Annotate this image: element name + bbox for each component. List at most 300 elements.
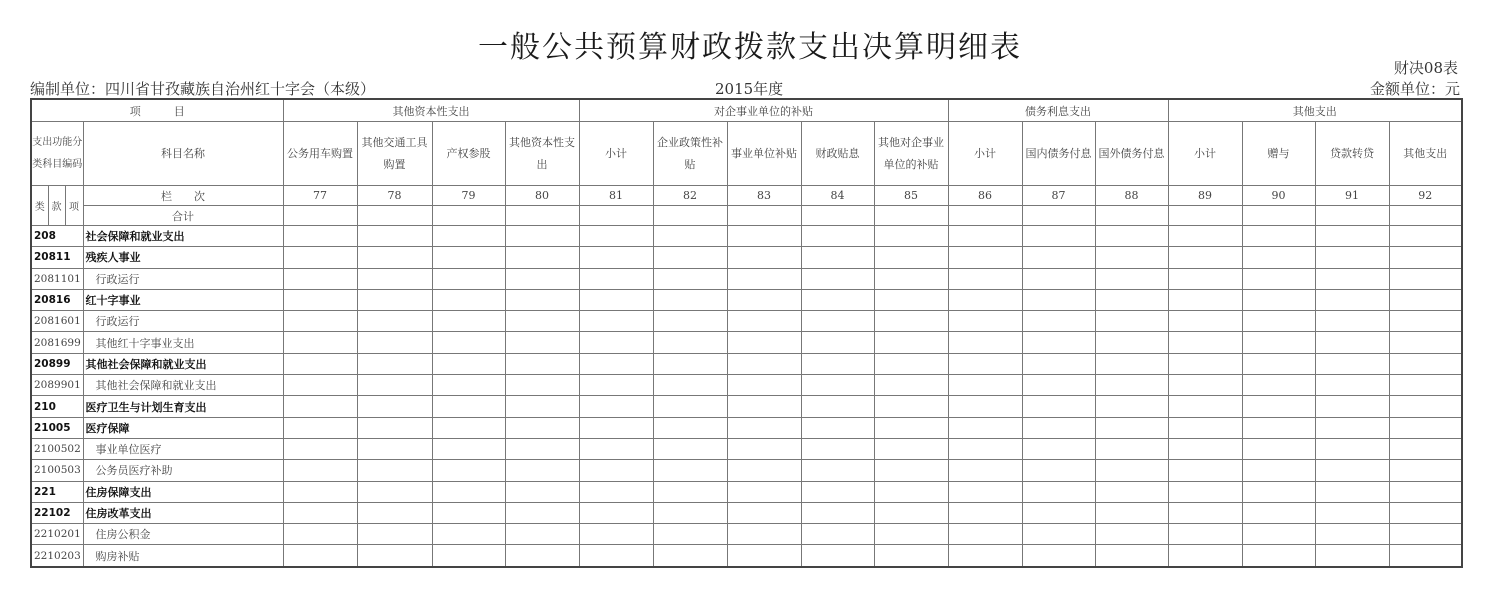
table-row — [31, 353, 1462, 374]
total-cell — [1389, 206, 1462, 226]
value-cell — [1242, 353, 1315, 374]
subject-name: 公务员医疗补助 — [83, 460, 283, 481]
header-project: 项 目 — [31, 99, 283, 122]
total-row — [31, 206, 1462, 226]
value-cell — [1389, 289, 1462, 310]
value-cell — [283, 460, 357, 481]
col-number: 82 — [653, 186, 727, 206]
value-cell — [1168, 417, 1242, 438]
value-cell — [948, 268, 1022, 289]
col-number: 88 — [1095, 186, 1168, 206]
col-number: 92 — [1389, 186, 1462, 206]
subject-code: 2100503 — [31, 460, 83, 481]
value-cell — [1095, 268, 1168, 289]
value-cell — [727, 353, 801, 374]
header-row-columns — [31, 122, 1462, 186]
value-cell — [801, 332, 874, 353]
subject-name: 其他社会保障和就业支出 — [83, 375, 283, 396]
value-cell — [432, 289, 505, 310]
value-cell — [357, 417, 432, 438]
table-row — [31, 396, 1462, 417]
value-cell — [1022, 375, 1095, 396]
value-cell — [653, 524, 727, 545]
header-col-84: 财政贴息 — [801, 122, 874, 186]
expenditure-table — [30, 98, 1463, 568]
value-cell — [1022, 524, 1095, 545]
subject-name: 事业单位医疗 — [83, 438, 283, 459]
value-cell — [1242, 226, 1315, 247]
value-cell — [1095, 524, 1168, 545]
header-col-82: 企业政策性补贴 — [653, 122, 727, 186]
value-cell — [357, 289, 432, 310]
value-cell — [357, 396, 432, 417]
value-cell — [1095, 353, 1168, 374]
value-cell — [874, 481, 948, 502]
value-cell — [357, 247, 432, 268]
value-cell — [1242, 375, 1315, 396]
preparing-unit: 编制单位：四川省甘孜藏族自治州红十字会（本级） — [30, 80, 376, 98]
value-cell — [505, 289, 579, 310]
value-cell — [801, 481, 874, 502]
value-cell — [948, 481, 1022, 502]
value-cell — [948, 311, 1022, 332]
value-cell — [1242, 524, 1315, 545]
value-cell — [1168, 226, 1242, 247]
table-row — [31, 545, 1462, 567]
value-cell — [874, 396, 948, 417]
total-cell — [357, 206, 432, 226]
col-number: 91 — [1315, 186, 1389, 206]
value-cell — [727, 289, 801, 310]
col-number: 78 — [357, 186, 432, 206]
value-cell — [579, 396, 653, 417]
subject-name: 残疾人事业 — [83, 247, 283, 268]
value-cell — [874, 289, 948, 310]
value-cell — [1022, 481, 1095, 502]
value-cell — [283, 502, 357, 523]
value-cell — [948, 417, 1022, 438]
value-cell — [1095, 438, 1168, 459]
total-cell — [801, 206, 874, 226]
value-cell — [727, 396, 801, 417]
value-cell — [1389, 481, 1462, 502]
col-number: 79 — [432, 186, 505, 206]
value-cell — [948, 460, 1022, 481]
value-cell — [357, 226, 432, 247]
col-number: 85 — [874, 186, 948, 206]
value-cell — [505, 417, 579, 438]
value-cell — [432, 311, 505, 332]
header-col-85: 其他对企事业单位的补贴 — [874, 122, 948, 186]
value-cell — [283, 247, 357, 268]
subject-name: 红十字事业 — [83, 289, 283, 310]
value-cell — [1315, 438, 1389, 459]
value-cell — [801, 289, 874, 310]
value-cell — [283, 481, 357, 502]
value-cell — [357, 481, 432, 502]
value-cell — [1315, 375, 1389, 396]
value-cell — [1389, 375, 1462, 396]
value-cell — [1389, 417, 1462, 438]
value-cell — [357, 332, 432, 353]
value-cell — [505, 524, 579, 545]
value-cell — [801, 396, 874, 417]
total-cell — [283, 206, 357, 226]
value-cell — [1095, 481, 1168, 502]
total-cell — [653, 206, 727, 226]
value-cell — [1242, 502, 1315, 523]
value-cell — [1022, 332, 1095, 353]
subject-code: 2210203 — [31, 545, 83, 567]
value-cell — [727, 311, 801, 332]
value-cell — [1315, 481, 1389, 502]
col-number: 89 — [1168, 186, 1242, 206]
value-cell — [727, 268, 801, 289]
value-cell — [1315, 396, 1389, 417]
col-number: 90 — [1242, 186, 1315, 206]
value-cell — [727, 226, 801, 247]
value-cell — [1168, 289, 1242, 310]
value-cell — [1095, 332, 1168, 353]
value-cell — [579, 226, 653, 247]
value-cell — [1389, 502, 1462, 523]
value-cell — [357, 524, 432, 545]
subject-code: 20899 — [31, 353, 83, 374]
table-row — [31, 332, 1462, 353]
value-cell — [1168, 332, 1242, 353]
value-cell — [579, 481, 653, 502]
value-cell — [1389, 545, 1462, 567]
value-cell — [1022, 438, 1095, 459]
value-cell — [1389, 268, 1462, 289]
value-cell — [1168, 311, 1242, 332]
value-cell — [1022, 289, 1095, 310]
value-cell — [653, 332, 727, 353]
value-cell — [1168, 502, 1242, 523]
value-cell — [432, 502, 505, 523]
value-cell — [727, 438, 801, 459]
value-cell — [357, 311, 432, 332]
value-cell — [1315, 268, 1389, 289]
value-cell — [874, 268, 948, 289]
value-cell — [1389, 226, 1462, 247]
table-row — [31, 268, 1462, 289]
header-kuan: 款 — [48, 186, 65, 226]
value-cell — [505, 353, 579, 374]
value-cell — [1168, 524, 1242, 545]
value-cell — [283, 268, 357, 289]
value-cell — [1022, 417, 1095, 438]
value-cell — [1095, 289, 1168, 310]
value-cell — [874, 545, 948, 567]
total-cell — [1242, 206, 1315, 226]
form-number: 财决08表 — [1393, 59, 1458, 77]
total-cell — [1315, 206, 1389, 226]
value-cell — [1315, 247, 1389, 268]
subject-code: 210 — [31, 396, 83, 417]
value-cell — [948, 502, 1022, 523]
value-cell — [505, 460, 579, 481]
value-cell — [432, 481, 505, 502]
value-cell — [579, 545, 653, 567]
subject-code: 2100502 — [31, 438, 83, 459]
value-cell — [653, 353, 727, 374]
subject-name: 住房公积金 — [83, 524, 283, 545]
value-cell — [1315, 417, 1389, 438]
table-row — [31, 417, 1462, 438]
value-cell — [1168, 268, 1242, 289]
value-cell — [283, 289, 357, 310]
value-cell — [283, 226, 357, 247]
value-cell — [579, 289, 653, 310]
value-cell — [579, 417, 653, 438]
value-cell — [874, 460, 948, 481]
col-number: 86 — [948, 186, 1022, 206]
value-cell — [283, 524, 357, 545]
subject-name: 医疗保障 — [83, 417, 283, 438]
value-cell — [357, 438, 432, 459]
page-title: 一般公共预算财政拨款支出决算明细表 — [478, 30, 1022, 65]
subject-code: 2081601 — [31, 311, 83, 332]
value-cell — [874, 247, 948, 268]
value-cell — [1022, 353, 1095, 374]
header-lanci: 栏 次 — [83, 186, 283, 206]
value-cell — [801, 353, 874, 374]
value-cell — [727, 502, 801, 523]
subject-name: 行政运行 — [83, 311, 283, 332]
value-cell — [505, 311, 579, 332]
header-lei: 类 — [31, 186, 48, 226]
value-cell — [1242, 332, 1315, 353]
value-cell — [1389, 438, 1462, 459]
value-cell — [727, 545, 801, 567]
column-number-row — [31, 186, 1462, 206]
value-cell — [801, 417, 874, 438]
value-cell — [801, 311, 874, 332]
value-cell — [727, 247, 801, 268]
value-cell — [283, 545, 357, 567]
header-group-capital: 其他资本性支出 — [283, 99, 579, 122]
subject-code: 2081699 — [31, 332, 83, 353]
subject-code: 208 — [31, 226, 83, 247]
value-cell — [283, 438, 357, 459]
value-cell — [579, 375, 653, 396]
meta-row — [30, 78, 1460, 98]
header-col-91: 贷款转贷 — [1315, 122, 1389, 186]
value-cell — [653, 247, 727, 268]
value-cell — [579, 502, 653, 523]
value-cell — [653, 502, 727, 523]
value-cell — [1389, 460, 1462, 481]
table-row — [31, 502, 1462, 523]
subject-code: 2089901 — [31, 375, 83, 396]
value-cell — [579, 438, 653, 459]
header-col-79: 产权参股 — [432, 122, 505, 186]
header-col-92: 其他支出 — [1389, 122, 1462, 186]
value-cell — [1022, 545, 1095, 567]
value-cell — [432, 375, 505, 396]
value-cell — [727, 375, 801, 396]
value-cell — [579, 460, 653, 481]
value-cell — [1168, 438, 1242, 459]
value-cell — [1242, 417, 1315, 438]
value-cell — [1315, 289, 1389, 310]
total-cell — [432, 206, 505, 226]
value-cell — [1242, 545, 1315, 567]
total-cell — [579, 206, 653, 226]
header-name-label: 科目名称 — [83, 122, 283, 186]
value-cell — [1168, 460, 1242, 481]
value-cell — [653, 289, 727, 310]
value-cell — [432, 545, 505, 567]
value-cell — [432, 247, 505, 268]
value-cell — [874, 438, 948, 459]
value-cell — [874, 524, 948, 545]
value-cell — [283, 332, 357, 353]
value-cell — [1022, 460, 1095, 481]
header-col-86: 小计 — [948, 122, 1022, 186]
value-cell — [801, 438, 874, 459]
value-cell — [1242, 438, 1315, 459]
header-code-label: 支出功能分类科目编码 — [31, 122, 83, 186]
value-cell — [1242, 460, 1315, 481]
value-cell — [1095, 311, 1168, 332]
subject-name: 购房补贴 — [83, 545, 283, 567]
value-cell — [801, 268, 874, 289]
value-cell — [948, 226, 1022, 247]
value-cell — [505, 247, 579, 268]
value-cell — [1315, 353, 1389, 374]
subject-name: 住房保障支出 — [83, 481, 283, 502]
value-cell — [801, 375, 874, 396]
value-cell — [874, 332, 948, 353]
value-cell — [874, 417, 948, 438]
money-unit: 金额单位：元 — [1369, 80, 1460, 98]
header-row-groups — [31, 99, 1462, 122]
value-cell — [948, 438, 1022, 459]
value-cell — [1095, 396, 1168, 417]
value-cell — [1168, 545, 1242, 567]
value-cell — [653, 375, 727, 396]
value-cell — [1095, 417, 1168, 438]
value-cell — [1022, 247, 1095, 268]
value-cell — [727, 524, 801, 545]
value-cell — [653, 460, 727, 481]
table-row — [31, 311, 1462, 332]
subject-code: 21005 — [31, 417, 83, 438]
value-cell — [432, 524, 505, 545]
table-row — [31, 375, 1462, 396]
value-cell — [1095, 247, 1168, 268]
value-cell — [283, 396, 357, 417]
value-cell — [653, 417, 727, 438]
value-cell — [1389, 247, 1462, 268]
total-cell — [948, 206, 1022, 226]
col-number: 83 — [727, 186, 801, 206]
subject-name: 住房改革支出 — [83, 502, 283, 523]
value-cell — [1168, 375, 1242, 396]
total-cell — [727, 206, 801, 226]
subject-code: 2210201 — [31, 524, 83, 545]
value-cell — [801, 502, 874, 523]
value-cell — [579, 247, 653, 268]
value-cell — [505, 545, 579, 567]
value-cell — [357, 353, 432, 374]
value-cell — [1168, 247, 1242, 268]
value-cell — [283, 353, 357, 374]
value-cell — [432, 332, 505, 353]
value-cell — [948, 247, 1022, 268]
value-cell — [1242, 268, 1315, 289]
value-cell — [432, 460, 505, 481]
value-cell — [357, 502, 432, 523]
value-cell — [948, 375, 1022, 396]
value-cell — [1022, 226, 1095, 247]
value-cell — [1242, 481, 1315, 502]
value-cell — [874, 502, 948, 523]
value-cell — [432, 438, 505, 459]
value-cell — [505, 375, 579, 396]
total-label: 合计 — [83, 206, 283, 226]
subject-code: 22102 — [31, 502, 83, 523]
value-cell — [505, 332, 579, 353]
value-cell — [1389, 396, 1462, 417]
value-cell — [1095, 375, 1168, 396]
value-cell — [1168, 396, 1242, 417]
value-cell — [1095, 502, 1168, 523]
value-cell — [432, 226, 505, 247]
value-cell — [801, 460, 874, 481]
value-cell — [1315, 545, 1389, 567]
col-number: 80 — [505, 186, 579, 206]
value-cell — [948, 353, 1022, 374]
value-cell — [357, 375, 432, 396]
subject-name: 其他社会保障和就业支出 — [83, 353, 283, 374]
value-cell — [1022, 502, 1095, 523]
value-cell — [653, 311, 727, 332]
value-cell — [1315, 332, 1389, 353]
header-col-88: 国外债务付息 — [1095, 122, 1168, 186]
value-cell — [1242, 311, 1315, 332]
value-cell — [948, 332, 1022, 353]
value-cell — [357, 545, 432, 567]
total-cell — [1095, 206, 1168, 226]
value-cell — [653, 438, 727, 459]
value-cell — [874, 353, 948, 374]
value-cell — [1022, 396, 1095, 417]
header-group-other: 其他支出 — [1168, 99, 1462, 122]
value-cell — [1315, 311, 1389, 332]
value-cell — [579, 311, 653, 332]
subject-name: 社会保障和就业支出 — [83, 226, 283, 247]
header-col-83: 事业单位补贴 — [727, 122, 801, 186]
value-cell — [579, 332, 653, 353]
table-row — [31, 460, 1462, 481]
value-cell — [1389, 311, 1462, 332]
value-cell — [1242, 289, 1315, 310]
value-cell — [948, 289, 1022, 310]
value-cell — [727, 481, 801, 502]
value-cell — [727, 460, 801, 481]
subject-code: 221 — [31, 481, 83, 502]
table-row — [31, 481, 1462, 502]
value-cell — [505, 226, 579, 247]
value-cell — [948, 545, 1022, 567]
value-cell — [948, 524, 1022, 545]
value-cell — [357, 460, 432, 481]
value-cell — [1389, 524, 1462, 545]
fiscal-year: 2015年度 — [715, 80, 784, 98]
